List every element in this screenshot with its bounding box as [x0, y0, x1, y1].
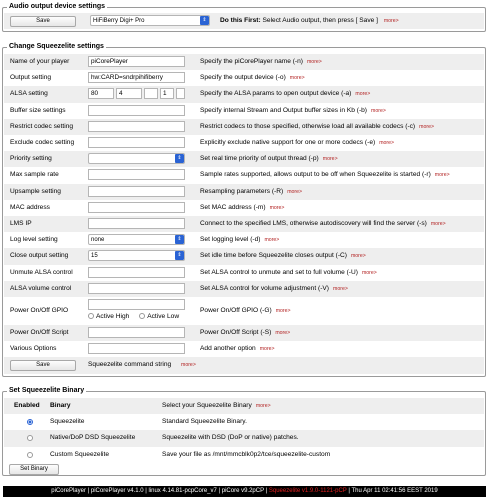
player-name-input[interactable]: piCorePlayer [88, 56, 185, 67]
audio-more-link[interactable]: more> [383, 18, 399, 24]
binary-header-desc: Select your Squeezelite Binary more> [162, 402, 271, 409]
row-restrict-codec [4, 119, 484, 135]
desc-priority: Set real time priority of output thread (-p) more> [200, 155, 338, 163]
command-string-link[interactable]: Squeezelite command string [88, 361, 172, 369]
set-binary-button[interactable]: Set Binary [9, 464, 59, 475]
row-alsa-setting [4, 86, 484, 102]
footer-system-info: piCorePlayer | piCorePlayer v4.1.0 | linux 4.14.81-pcpCore_v7 | piCore v9.2pCP | [51, 488, 268, 494]
desc-alsa-setting: Specify the ALSA params to open output device (-a) more> [200, 90, 371, 98]
label-exclude-codec: Exclude codec setting [10, 139, 75, 146]
output-setting-input[interactable]: hw:CARD=sndrpihifiberry [88, 72, 185, 83]
binary-name: Custom Squeezelite [50, 450, 110, 458]
more-link[interactable]: more> [350, 253, 366, 260]
row-lms-ip [4, 216, 484, 232]
active-high-label: Active High [96, 313, 130, 320]
label-various-options: Various Options [10, 345, 57, 353]
label-log-level: Log level setting [10, 236, 58, 244]
log-level-select[interactable] [88, 234, 185, 245]
more-link[interactable]: more> [306, 59, 322, 65]
binary-header-row [4, 398, 484, 414]
binary-name: Squeezelite [50, 418, 85, 426]
row-log-level [4, 232, 484, 248]
more-link[interactable]: more> [361, 269, 377, 276]
restrict-codec-input[interactable] [88, 121, 185, 132]
more-link[interactable]: more> [259, 346, 275, 353]
more-link[interactable]: more> [371, 107, 386, 114]
desc-upsample: Resampling parameters (-R) more> [200, 187, 303, 195]
more-link[interactable]: more> [289, 75, 305, 82]
footer-squeezelite-version: Squeezelite v1.9.0-1121-pCP [268, 488, 347, 494]
squeezelite-settings-legend: Change Squeezelite settings [9, 43, 104, 50]
command-more-link[interactable]: more> [181, 362, 196, 369]
binary-row-dsd [4, 430, 484, 446]
desc-various-options: Add another option more> [200, 345, 275, 353]
desc-power-gpio: Power On/Off GPIO (-G) more> [200, 307, 291, 314]
more-link[interactable]: more> [287, 188, 303, 195]
label-unmute-alsa: Unmute ALSA control [10, 268, 73, 276]
audio-first-instruction: Select Audio output, then press [ Save ] [262, 17, 378, 24]
alsa-param-2-input[interactable]: 4 [116, 88, 142, 99]
row-close-output [4, 248, 484, 264]
binary-desc: Standard Squeezelite Binary. [162, 418, 247, 426]
exclude-codec-input[interactable] [88, 137, 185, 148]
upsample-input[interactable] [88, 186, 185, 197]
more-link[interactable]: more> [275, 308, 291, 314]
gpio-radio-group [88, 313, 179, 320]
lms-ip-input[interactable] [88, 218, 185, 229]
desc-max-sample-rate: Sample rates supported, allows output to be off when Squeezelite is started (-r) more> [200, 171, 450, 179]
audio-first-bold: Do this First: [220, 17, 261, 24]
priority-select[interactable] [88, 153, 185, 164]
label-close-output: Close output setting [10, 252, 69, 260]
alsa-param-4-input[interactable]: 1 [160, 88, 174, 99]
more-link[interactable]: more> [322, 156, 338, 163]
active-high-radio[interactable] [88, 313, 94, 319]
label-player-name: Name of your player [10, 58, 70, 65]
label-alsa-volume: ALSA volume control [10, 284, 72, 292]
status-footer [3, 486, 486, 497]
label-buffer-size: Buffer size settings [10, 106, 66, 114]
desc-player-name: Specify the piCorePlayer name (-n) more> [200, 58, 322, 65]
power-script-input[interactable] [88, 327, 185, 338]
more-link[interactable]: more> [275, 330, 291, 336]
squeezelite-save-button[interactable]: Save [10, 360, 76, 371]
more-link[interactable]: more> [419, 123, 434, 130]
label-restrict-codec: Restrict codec setting [10, 122, 74, 130]
more-link[interactable]: more> [434, 172, 450, 179]
row-mac-address [4, 200, 484, 216]
audio-output-row [4, 13, 484, 29]
col-binary: Binary [50, 402, 71, 409]
alsa-volume-input[interactable] [88, 283, 185, 294]
more-link[interactable]: more> [269, 204, 285, 211]
label-lms-ip: LMS IP [10, 220, 32, 227]
binary-name: Native/DoP DSD Squeezelite [50, 434, 136, 442]
col-enabled: Enabled [14, 402, 40, 409]
binary-desc: Squeezelite with DSD (DoP or native) patches. [162, 434, 299, 442]
active-low-radio[interactable] [139, 313, 145, 319]
dsd-squeezelite-radio[interactable] [27, 435, 33, 441]
row-save-settings [4, 357, 484, 373]
close-output-select[interactable] [88, 250, 185, 261]
buffer-size-input[interactable] [88, 105, 185, 116]
audio-device-select[interactable] [90, 15, 210, 26]
set-binary-fieldset [2, 387, 486, 476]
select-arrow-icon: ⇕ [175, 235, 184, 244]
desc-alsa-volume: Set ALSA control for volume adjustment (-V) more> [200, 284, 348, 292]
label-power-script: Power On/Off Script [10, 329, 69, 336]
alsa-param-1-input[interactable]: 80 [88, 88, 114, 99]
row-priority [4, 151, 484, 167]
desc-lms-ip: Connect to the specified LMS, otherwise autodiscovery will find the server (-s) more> [200, 220, 446, 227]
desc-unmute-alsa: Set ALSA control to unmute and set to full volume (-U) more> [200, 268, 377, 276]
label-power-gpio: Power On/Off GPIO [10, 307, 69, 314]
label-priority: Priority setting [10, 155, 52, 163]
desc-close-output: Set idle time before Squeezelite closes output (-C) more> [200, 252, 366, 260]
select-arrow-icon: ⇕ [200, 16, 209, 25]
various-options-input[interactable] [88, 343, 185, 354]
row-exclude-codec [4, 135, 484, 151]
label-mac-address: MAC address [10, 203, 50, 211]
audio-save-button[interactable]: Save [10, 16, 76, 27]
label-output-setting: Output setting [10, 74, 52, 82]
row-max-sample-rate [4, 167, 484, 183]
set-binary-legend: Set Squeezelite Binary [9, 387, 85, 394]
select-arrow-icon: ⇕ [175, 251, 184, 260]
row-power-gpio [4, 297, 484, 325]
desc-power-script: Power On/Off Script (-S) more> [200, 329, 291, 336]
binary-more-link[interactable]: more> [255, 403, 271, 409]
max-sample-rate-input[interactable] [88, 169, 185, 180]
row-output-setting [4, 70, 484, 86]
label-upsample: Upsample setting [10, 187, 61, 195]
desc-buffer-size: Specify internal Stream and Output buffer sizes in Kb (-b) more> [200, 106, 386, 114]
binary-desc: Save your file as /mnt/mmcblk0p2/tce/squeezelite-custom [162, 450, 331, 458]
binary-row-custom [4, 447, 484, 463]
squeezelite-settings-fieldset [2, 43, 486, 377]
alsa-param-3-input[interactable] [144, 88, 158, 99]
desc-exclude-codec: Explicitly exclude native support for one or more codecs (-e) more> [200, 139, 395, 146]
row-upsample [4, 184, 484, 200]
audio-first-text [220, 17, 399, 24]
select-arrow-icon: ⇕ [175, 154, 184, 163]
binary-row-squeezelite [4, 414, 484, 430]
row-buffer-size [4, 103, 484, 119]
power-gpio-input[interactable] [88, 299, 185, 310]
row-power-script [4, 325, 484, 341]
audio-output-legend: Audio output device settings [9, 3, 106, 10]
more-link[interactable]: more> [355, 91, 371, 98]
row-alsa-volume [4, 281, 484, 297]
unmute-alsa-input[interactable] [88, 267, 185, 278]
label-alsa-setting: ALSA setting [10, 90, 48, 98]
desc-log-level: Set logging level (-d) more> [200, 236, 280, 244]
audio-output-fieldset [2, 3, 486, 32]
row-unmute-alsa [4, 265, 484, 281]
label-max-sample-rate: Max sample rate [10, 171, 59, 179]
more-link[interactable]: more> [264, 237, 280, 244]
row-player-name [4, 54, 484, 70]
close-output-value: 15 [91, 253, 98, 260]
squeezelite-radio[interactable] [27, 419, 33, 425]
mac-address-input[interactable] [88, 202, 185, 213]
desc-output-setting: Specify the output device (-o) more> [200, 74, 305, 82]
more-link[interactable]: more> [379, 140, 395, 146]
desc-mac-address: Set MAC address (-m) more> [200, 203, 285, 211]
row-various-options [4, 341, 484, 357]
desc-restrict-codec: Restrict codecs to those specified, otherwise load all available codecs (-c) more> [200, 122, 434, 130]
log-level-value: none [91, 237, 105, 244]
footer-timestamp: | Thu Apr 11 02:41:56 EEST 2019 [348, 488, 438, 494]
active-low-label: Active Low [147, 313, 180, 320]
more-link[interactable]: more> [333, 285, 348, 292]
alsa-param-5-input[interactable] [176, 88, 185, 99]
more-link[interactable]: more> [430, 221, 446, 227]
custom-squeezelite-radio[interactable] [27, 452, 33, 458]
audio-device-value: HiFiBerry Digi+ Pro [93, 18, 145, 24]
